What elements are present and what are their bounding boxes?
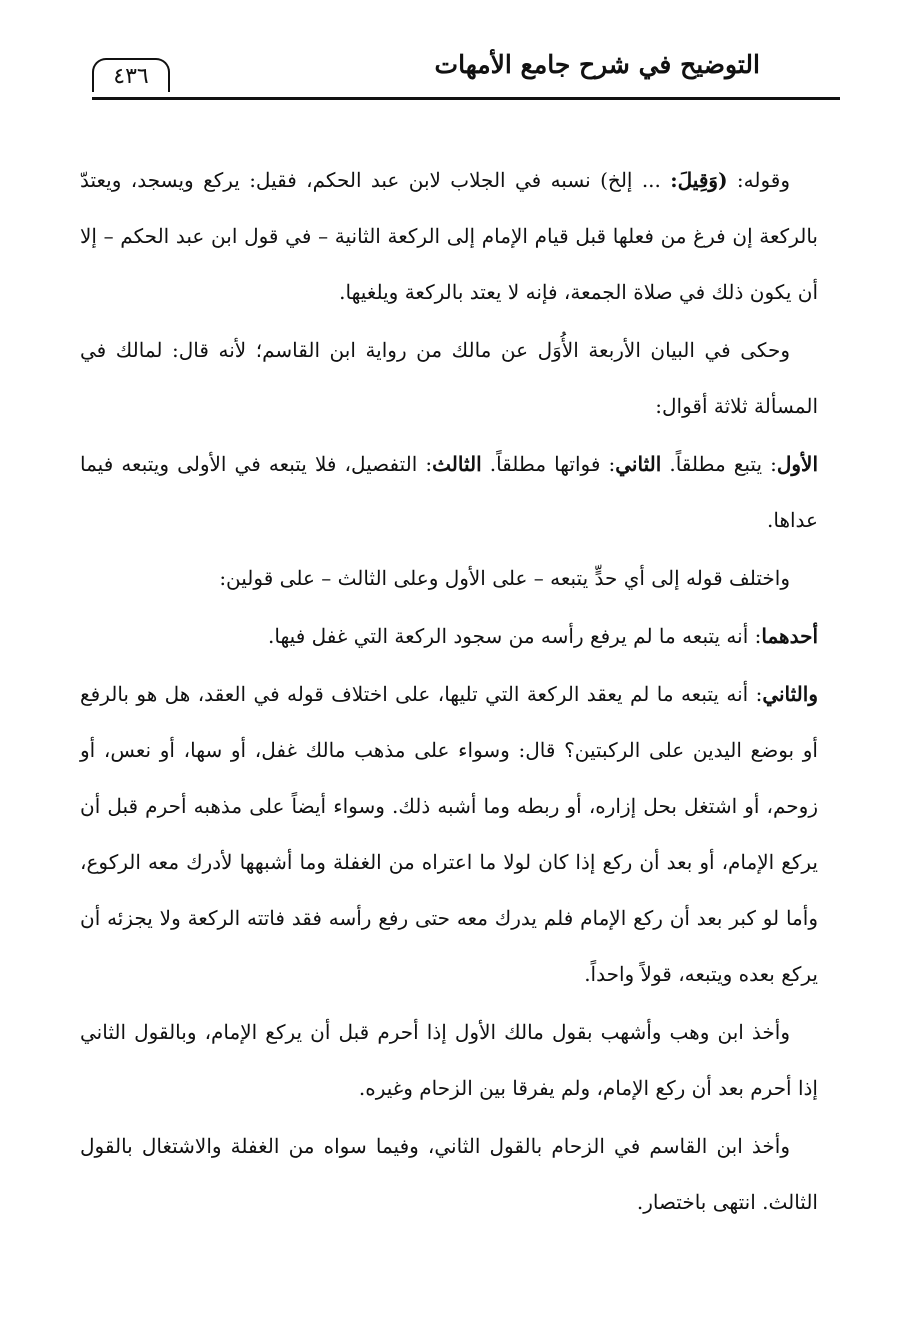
bold-term: أحدهما	[761, 624, 818, 648]
paragraph	[80, 608, 818, 664]
bold-term: الأول	[776, 452, 819, 476]
text-segment: : التفصيل، فلا يتبعه في الأولى ويتبعه فيما عداها.	[80, 452, 818, 532]
text-segment: وحكى في البيان الأربعة الأُوَل عن مالك من رواية ابن القاسم؛ لأنه قال: لمالك في المسألة ثلاثة أقوال:	[80, 338, 818, 418]
text-segment: وأخذ ابن وهب وأشهب بقول مالك الأول إذا أحرم قبل أن يركع الإمام، وبالقول الثاني إذا أحرم بعد أن ركع الإمام، ولم يفرقا بين الزحام وغيره.	[80, 1020, 818, 1100]
paragraph	[80, 322, 818, 434]
page-number: ٤٣٦	[92, 58, 170, 92]
text-segment: : أنه يتبعه ما لم يرفع رأسه من سجود الركعة التي غفل فيها.	[268, 624, 762, 648]
paragraph	[80, 1004, 818, 1116]
bold-term: الثاني	[615, 452, 662, 476]
bold-term: الثالث	[432, 452, 482, 476]
text-segment: وأخذ ابن القاسم في الزحام بالقول الثاني، وفيما سواه من الغفلة والاشتغال بالقول الثالث. انتهى باختصار.	[80, 1134, 818, 1214]
bold-term: (وَقِيلَ:	[670, 168, 728, 192]
paragraph	[80, 666, 818, 1002]
paragraph	[80, 152, 818, 320]
text-segment: : فواتها مطلقاً.	[481, 452, 616, 476]
page-header	[92, 40, 840, 104]
page-body	[80, 152, 818, 1232]
text-segment: واختلف قوله إلى أي حدٍّ يتبعه – على الأول وعلى الثالث – على قولين:	[219, 566, 790, 590]
running-title: التوضيح في شرح جامع الأمهات	[434, 50, 760, 79]
bold-term: والثاني	[762, 682, 818, 706]
text-segment: : يتبع مطلقاً.	[661, 452, 777, 476]
text-segment: وقوله:	[727, 168, 791, 192]
paragraph	[80, 436, 818, 548]
text-segment: ... إلخ) نسبه في الجلاب لابن عبد الحكم، فقيل: يركع ويسجد، ويعتدّ بالركعة إن فرغ من فعلها قبل قيام الإمام إلى الركعة الثانية – في قول ابن عبد الحكم – إلا أن يكون ذلك في صلاة الجمعة، فإنه لا يعتد بالركعة ويلغيها.	[80, 168, 818, 304]
paragraph	[80, 550, 818, 606]
paragraph	[80, 1118, 818, 1230]
header-rule	[92, 97, 840, 100]
text-segment: : أنه يتبعه ما لم يعقد الركعة التي تليها، على اختلاف قوله في العقد، هل هو بالرفع أو بوضع اليدين على الركبتين؟ قال: وسواء على مذهب مالك غفل، أو سها، أو نعس، أو زوحم، أو اشتغل بحل إزاره، أو ربطه وما أشبه ذلك. وسواء أيضاً على مذهبه أحرم قبل أن يركع الإمام، أو بعد أن ركع إذا كان لولا ما اعتراه من الغفلة وما أشبهها لأدرك معه الركوع، وأما لو كبر بعد أن ركع الإمام فلم يدرك معه حتى رفع رأسه فقد فاتته الركعة ولا يجزئه أن يركع بعده ويتبعه، قولاً واحداً.	[80, 682, 818, 986]
